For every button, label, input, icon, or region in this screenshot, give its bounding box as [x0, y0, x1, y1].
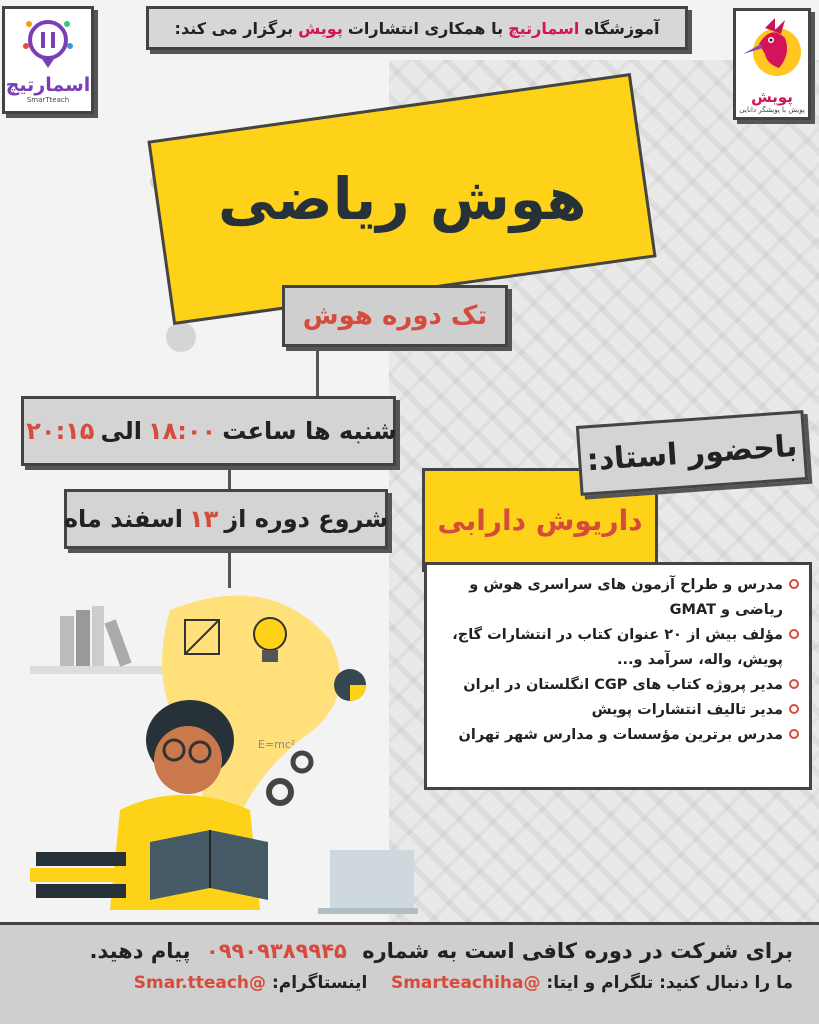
pouyesh-logo-sub: پویش با پویشگر دانایی — [739, 106, 805, 114]
schedule-start-panel — [64, 489, 388, 549]
register-prefix: برای شرکت در دوره کافی است به شماره — [362, 939, 793, 963]
schedule-time-panel — [21, 396, 396, 466]
teacher-bio-list — [424, 562, 812, 790]
pouyesh-logo — [733, 8, 811, 120]
schedule-until: الی — [100, 417, 142, 445]
telegram-handle[interactable]: @Smarteachiha — [390, 973, 541, 993]
contact-phone[interactable]: ۰۹۹۰۹۳۸۹۹۴۵ — [205, 939, 347, 963]
register-suffix: پیام دهید. — [89, 939, 191, 963]
bullet-icon — [789, 579, 799, 589]
bullet-icon — [789, 704, 799, 714]
schedule-end-time: ۲۰:۱۵ — [26, 417, 95, 445]
instagram-label: اینستاگرام: — [271, 973, 368, 993]
bullet-icon — [789, 629, 799, 639]
schedule-day: شنبه ها ساعت — [222, 417, 397, 445]
pouyesh-logo-text: پویش — [751, 88, 793, 106]
start-day: ۱۳ — [189, 505, 219, 533]
banner-prefix: آموزشگاه — [584, 18, 660, 38]
course-title: هوش ریاضی — [217, 165, 587, 234]
footer-social-line — [26, 973, 793, 993]
schedule-start-time: ۱۸:۰۰ — [148, 417, 217, 445]
course-subtitle: تک دوره هوش — [302, 301, 488, 331]
teacher-name: داریوش دارابی — [437, 503, 643, 537]
follow-label: ما را دنبال کنید: — [659, 973, 793, 993]
bio-text: مدرس برترین مؤسسات و مدارس شهر تهران — [458, 727, 783, 743]
bullet-icon — [789, 729, 799, 739]
bio-text: مؤلف بیش از ۲۰ عنوان کتاب در انتشارات گاج، پویش، واله، سرآمد و... — [452, 627, 783, 668]
bio-text: مدیر پروژه کتاب های CGP انگلستان در ایران — [463, 677, 783, 693]
teacher-label: باحضور استاد: — [585, 428, 799, 478]
hoopoe-bird-icon — [741, 14, 803, 84]
bio-item — [437, 698, 799, 723]
start-prefix: شروع دوره از — [224, 505, 389, 533]
bullet-icon — [789, 679, 799, 689]
bio-item — [437, 673, 799, 698]
bio-item — [437, 623, 799, 673]
banner-suffix: برگزار می کند: — [174, 18, 294, 38]
bio-text: مدرس و طراح آزمون های سراسری هوش و ریاضی و GMAT — [469, 577, 783, 618]
decor-circle — [166, 322, 196, 352]
smarteach-logo-sub: SmarTteach — [26, 96, 70, 104]
banner-publisher: پویش — [298, 18, 343, 38]
footer-register-line — [26, 939, 793, 963]
start-month: اسفند ماه — [63, 505, 184, 533]
telegram-label: تلگرام و ایتا: — [546, 973, 654, 993]
bio-text: مدیر تالیف انتشارات پویش — [591, 702, 783, 718]
instagram-handle[interactable]: @Smar.tteach — [133, 973, 267, 993]
smarteach-logo-text: اسمارتیچ — [5, 74, 91, 96]
footer-contact-bar — [0, 922, 819, 1024]
banner-org: اسمارتیچ — [508, 18, 580, 38]
bio-item — [437, 723, 799, 748]
connector-line — [228, 466, 231, 490]
top-banner — [146, 6, 688, 50]
course-subtitle-panel — [282, 285, 508, 347]
bio-item — [437, 573, 799, 623]
student-reading-illustration — [0, 580, 420, 920]
smarteach-logo — [2, 6, 94, 114]
formula-text: E=mc² — [258, 738, 296, 751]
banner-middle: با همکاری انتشارات — [347, 18, 504, 38]
connector-line — [316, 347, 319, 397]
pencil-bulb-icon — [21, 16, 75, 70]
